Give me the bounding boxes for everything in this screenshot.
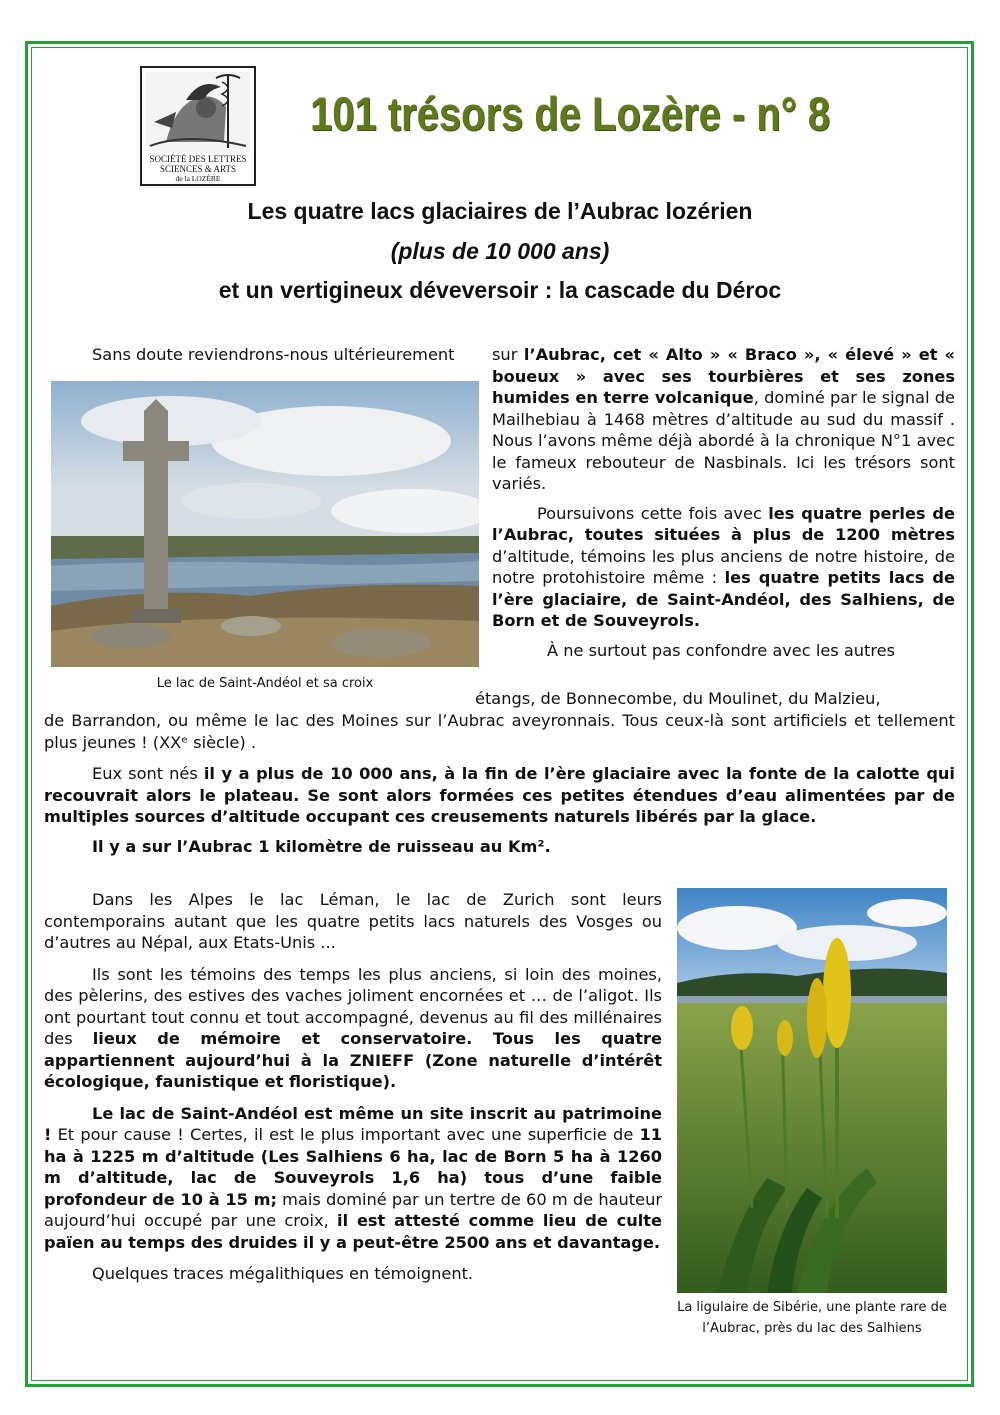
ligularia-photo (677, 888, 947, 1293)
photo-2-caption: La ligulaire de Sibérie, une plante rare de l’Aubrac, près du lac des Salhiens (677, 1300, 947, 1336)
logo-line-1: SOCIÉTÉ DES LETTRES (149, 154, 247, 164)
p2-b: les quatre perles de l’Aubrac, toutes situées à plus de 1200 mètres (492, 503, 955, 544)
page-title: 101 trésors de Lozère - n° 8 (310, 87, 831, 140)
subtitle-line-3: et un vertigineux déveversoir : la cascade du Déroc (218, 277, 782, 303)
paragraph-8 (44, 1103, 662, 1254)
p7-a: Ils sont les témoins des temps les plus anciens, si loin des moines, des pèlerins, des estives des vaches joliment encornées et … de l’aligot. Ils ont pourtant tout connu et tout accompagné, devenus au fil des millénaires des (44, 964, 662, 1048)
p5-bold: Il y a sur l’Aubrac 1 kilomètre de ruisseau au Km². (92, 836, 551, 856)
p1-c: , dominé par le signal de Mailhebiau à 1468 mètres d’altitude au sud du massif . Nous l’avons même déjà abordé à la chronique N°1 avec le fameux rebouteur de Nasbinals. Ici les trésors sont variés. (492, 388, 956, 493)
p2-d: les quatre petits lacs de l’ère glaciaire, de Saint-Andéol, des Salhiens, de Born et de Souveyrols. (492, 568, 955, 630)
logo-line-3: de la LOZÈRE (175, 174, 221, 183)
society-logo (140, 66, 256, 186)
right-column-text (492, 344, 955, 661)
logo-caption (142, 154, 254, 184)
paragraph-5 (44, 836, 955, 858)
paragraph-1 (492, 344, 955, 495)
photo-1-caption: Le lac de Saint-Andéol et sa croix (156, 676, 374, 691)
p4-a: Eux sont nés (92, 764, 204, 783)
p4-b: il y a plus de 10 000 ans, à la fin de l’ère glaciaire avec la fonte de la calotte qui recouvrait alors le plateau. Se sont alors formées ces petites étendues d’eau alimentées par de multiples sources d’altitude occupant ces creusements naturels libérés par la glace. (44, 764, 955, 826)
paragraph-2 (492, 503, 955, 632)
p1-b: l’Aubrac, cet « Alto » « Braco », « élevé » et « boueux » avec ses tourbières et ses zones humides en terre volcanique (492, 345, 955, 407)
left-column-text (44, 889, 662, 1285)
paragraph-6: Dans les Alpes le lac Léman, le lac de Zurich sont leurs contemporains autant que les quatre petits lacs naturels des Vosges ou d’autres au Népal, aux Etats-Unis ... (44, 890, 662, 952)
paragraph-1-lead: Sans doute reviendrons-nous ultérieurement (92, 345, 455, 364)
p8-a: Le lac de Saint-Andéol est même un site inscrit au patrimoine ! (44, 1103, 662, 1144)
paragraph-3-rest: de Barrandon, ou même le lac des Moines sur l’Aubrac aveyronnais. Tous ceux-là sont artificiels et tellement plus jeunes ! (XXᵉ siècle) . (44, 711, 955, 752)
logo-line-2: SCIENCES & ARTS (160, 164, 236, 174)
paragraph-9: Quelques traces mégalithiques en témoignent. (92, 1264, 474, 1283)
lake-saint-andeol-photo (51, 381, 479, 667)
paragraph-7 (44, 964, 662, 1093)
p8-e: il est attesté comme lieu de culte païen au temps des druides il y a peut-être 2500 ans et davantage. (44, 1211, 662, 1252)
subtitle-line-1: Les quatre lacs glaciaires de l’Aubrac lozérien (247, 198, 753, 224)
paragraph-1-start (92, 344, 492, 366)
p8-b: Et pour cause ! Certes, il est le plus important avec une superficie de (51, 1125, 640, 1144)
p8-c: 11 ha à 1225 m d’altitude (Les Salhiens 6 ha, lac de Born 5 ha à 1260 m d’altitude, lac de Souveyrols 1,6 ha) tous d’une faible profondeur de 10 à 15 m; (44, 1125, 662, 1209)
p2-a: Poursuivons cette fois avec (537, 503, 769, 523)
p8-d: mais dominé par un tertre de 60 m de hauteur aujourd’hui occupé par une croix, (44, 1189, 662, 1230)
paragraph-3-start: À ne surtout pas confondre avec les autres (547, 640, 896, 660)
subtitle-line-2: (plus de 10 000 ans) (390, 238, 610, 264)
full-width-text (44, 710, 955, 857)
hermes-engraving-icon (146, 72, 250, 152)
p1-a: sur (492, 345, 524, 364)
paragraph-4 (44, 763, 955, 828)
p7-b: lieux de mémoire et conservatoire. Tous les quatre appartiennent aujourd’hui à la ZNIEFF (Zone naturelle d’intérêt écologique, faunistique et floristique). (44, 1029, 662, 1091)
paragraph-3-line-2: étangs, de Bonnecombe, du Moulinet, du Malzieu, (475, 689, 881, 708)
p2-c: d’altitude, témoins les plus anciens de notre histoire, de notre protohistoire même : (492, 546, 955, 587)
